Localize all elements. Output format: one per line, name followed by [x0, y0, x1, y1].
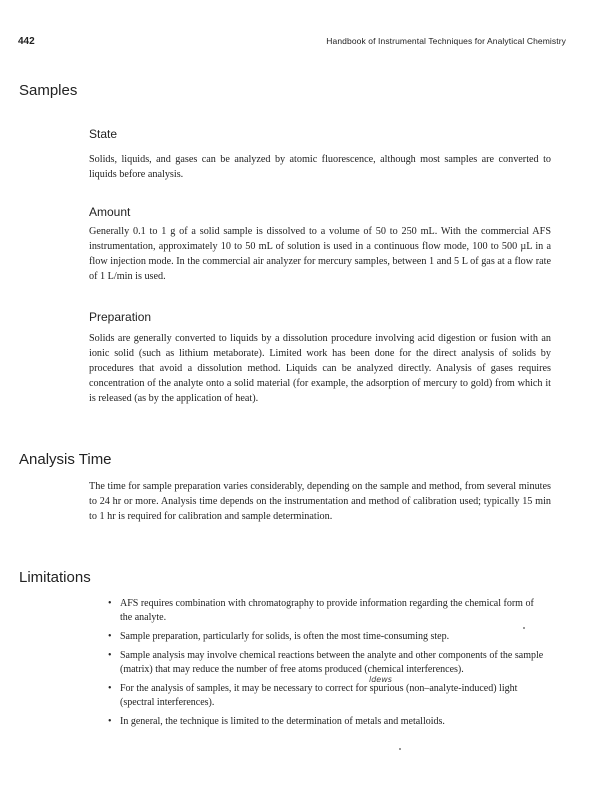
paragraph-analysis-time: The time for sample preparation varies considerably, depending on the sample and method, from several minutes to 24 hr or more. Analysis time depends on the instrumentation and method of calibration used; typically 15 min to 1 hr is required for calibration and sample determination.	[89, 481, 551, 522]
paragraph-amount: Generally 0.1 to 1 g of a solid sample is dissolved to a volume of 50 to 250 mL. With the commercial AFS instrumentation, approximately 10 to 50 mL of solution is used in a continuous flow mode, 100 to 500 µL in a flow injection mode. In the commercial air analyzer for mercury samples, between 1 and 5 L of gas at a flow rate of 1 L/min is used.	[89, 226, 551, 282]
list-item-text: In general, the technique is limited to the determination of metals and metalloids.	[120, 716, 445, 727]
list-item	[108, 682, 548, 710]
list-item-text: AFS requires combination with chromatography to provide information regarding the chemical form of the analyte.	[120, 598, 534, 623]
heading-analysis-time: Analysis Time	[19, 451, 112, 468]
scan-speck	[523, 627, 525, 629]
bullet-icon: •	[108, 631, 112, 642]
paragraph-preparation: Solids are generally converted to liquids by a dissolution procedure involving acid digestion or fusion with an ionic solid (such as lithium metaborate). Limited work has been done for the direct analysis of solids by procedures that avoid a dissolution method. Liquids can be analyzed directly. Analysis of gases requires concentration of the analyte onto a solid material (for example, the adsorption of mercury to gold) from which it is released (as by the application of heat).	[89, 333, 551, 404]
list-item-text: For the analysis of samples, it may be necessary to correct for spurious (non–analyte-induced) light (spectral interferences).	[120, 683, 518, 708]
page-number: 442	[18, 36, 35, 47]
list-item	[108, 597, 548, 625]
book-title: Handbook of Instrumental Techniques for Analytical Chemistry	[326, 36, 566, 46]
limitations-list	[108, 597, 548, 734]
heading-samples: Samples	[19, 82, 78, 99]
bullet-icon: •	[108, 716, 112, 727]
subheading-amount: Amount	[89, 205, 131, 219]
bullet-icon: •	[108, 650, 112, 661]
bullet-icon: •	[108, 683, 112, 694]
scan-speck	[399, 748, 401, 750]
subheading-state: State	[89, 127, 118, 141]
heading-limitations: Limitations	[19, 569, 91, 586]
list-item	[108, 715, 548, 729]
subheading-preparation: Preparation	[89, 310, 152, 324]
paragraph-state: Solids, liquids, and gases can be analyzed by atomic fluorescence, although most samples are converted to liquids before analysis.	[89, 154, 551, 180]
list-item	[108, 630, 548, 644]
handwritten-annotation: ldews	[369, 675, 392, 684]
bullet-icon: •	[108, 598, 112, 609]
list-item	[108, 649, 548, 677]
list-item-text: Sample analysis may involve chemical reactions between the analyte and other components of the sample (matrix) that may reduce the number of free atoms produced (chemical interferences).	[120, 650, 544, 675]
list-item-text: Sample preparation, particularly for solids, is often the most time-consuming step.	[120, 631, 450, 642]
running-header	[18, 36, 578, 52]
